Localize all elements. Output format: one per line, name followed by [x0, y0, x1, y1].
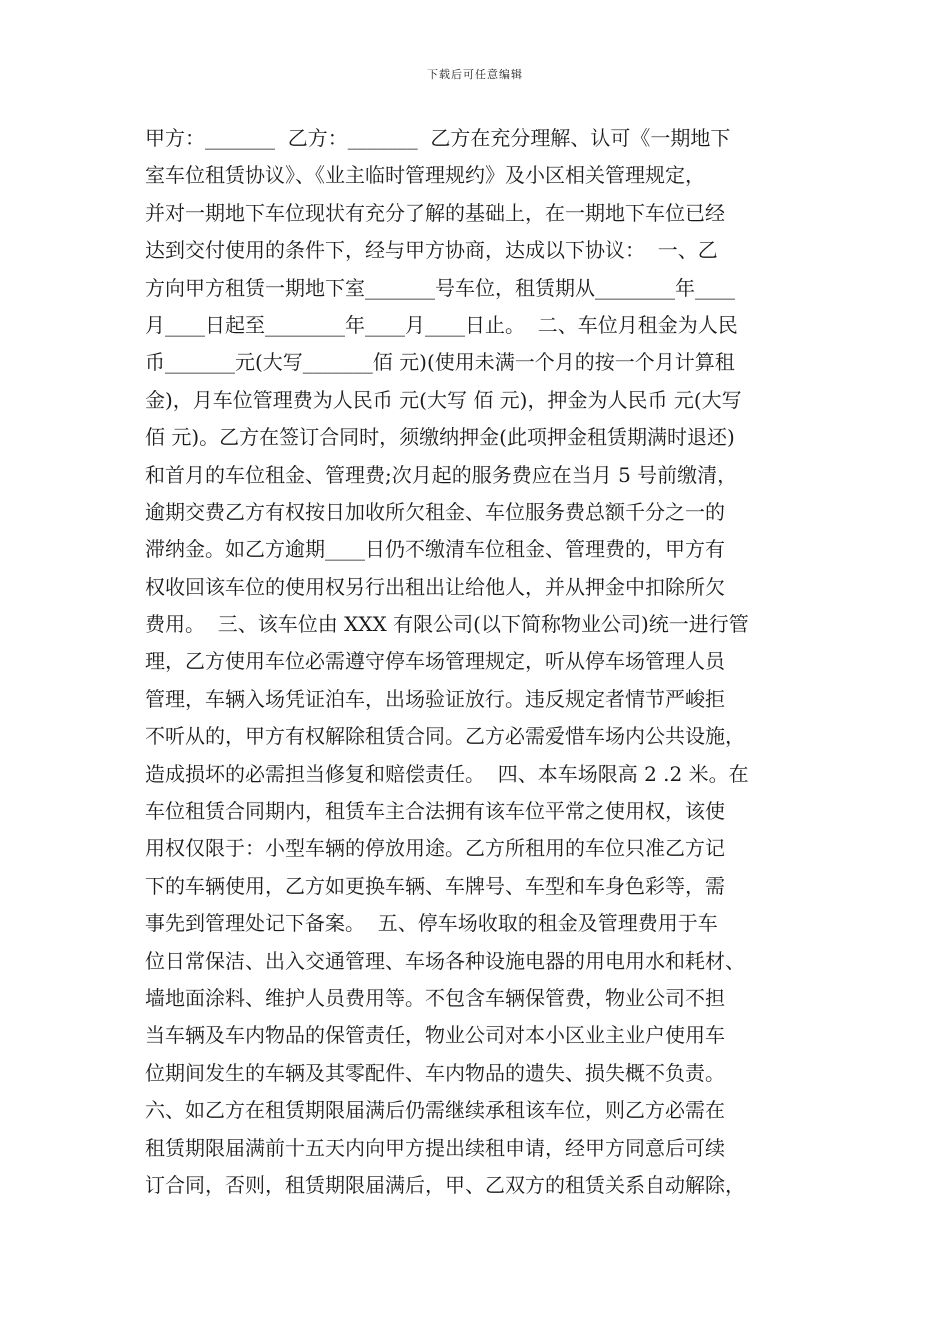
body-line: 权收回该车位的使用权另行出租出让给他人，并从押金中扣除所欠: [145, 574, 725, 599]
body-line: 佰 元)。乙方在签订合同时，须缴纳押金(此项押金租赁期满时退还): [145, 425, 735, 450]
contract-body: [145, 120, 815, 1204]
body-line: 管理，车辆入场凭证泊车，出场验证放行。违反规定者情节严峻拒: [145, 686, 725, 711]
body-line: 达到交付使用的条件下，经与甲方协商，达成以下协议： 一、乙: [145, 238, 718, 263]
body-line: 币_______元(大写_______佰 元)(使用未满一个月的按一个月计算租: [145, 350, 735, 375]
body-line: 位日常保洁、出入交通管理、车场各种设施电器的用电用水和耗材、: [145, 948, 745, 973]
body-line: 滞纳金。如乙方逾期____日仍不缴清车位租金、管理费的，甲方有: [145, 537, 725, 562]
body-line: 墙地面涂料、维护人员费用等。不包含车辆保管费，物业公司不担: [145, 985, 725, 1010]
body-line: 用权仅限于：小型车辆的停放用途。乙方所租用的车位只准乙方记: [145, 836, 725, 861]
body-line: 下的车辆使用，乙方如更换车辆、车牌号、车型和车身色彩等，需: [145, 873, 725, 898]
body-line: 金)，月车位管理费为人民币 元(大写 佰 元)，押金为人民币 元(大写: [145, 387, 742, 412]
body-line: 车位租赁合同期内，租赁车主合法拥有该车位平常之使用权，该使: [145, 799, 725, 824]
body-line: 租赁期限届满前十五天内向甲方提出续租申请，经甲方同意后可续: [145, 1135, 725, 1160]
page-header: 下载后可任意编辑: [427, 68, 523, 81]
body-line: 逾期交费乙方有权按日加收所欠租金、车位服务费总额千分之一的: [145, 499, 725, 524]
body-line: 造成损坏的必需担当修复和赔偿责任。 四、本车场限高 2 .2 米。在: [145, 761, 749, 786]
body-line: 订合同，否则，租赁期限届满后，甲、乙双方的租赁关系自动解除，: [145, 1172, 745, 1197]
body-line: 事先到管理处记下备案。 五、停车场收取的租金及管理费用于车: [145, 911, 718, 936]
body-line: 位期间发生的车辆及其零配件、车内物品的遗失、损失概不负责。: [145, 1060, 725, 1085]
body-line: 并对一期地下车位现状有充分了解的基础上，在一期地下车位已经: [145, 200, 725, 225]
body-line: 甲方：_______ 乙方：_______ 乙方在充分理解、认可《一期地下: [145, 126, 731, 150]
body-line: 和首月的车位租金、管理费;次月起的服务费应在当月 5 号前缴清，: [145, 462, 738, 487]
body-line: 月____日起至________年____月____日止。 二、车位月租金为人民: [145, 312, 738, 337]
body-line: 当车辆及车内物品的保管责任，物业公司对本小区业主业户使用车: [145, 1023, 725, 1048]
body-line: 不听从的，甲方有权解除租赁合同。乙方必需爱惜车场内公共设施，: [145, 724, 745, 749]
body-line: 理，乙方使用车位必需遵守停车场管理规定，听从停车场管理人员: [145, 649, 725, 674]
body-line: 费用。 三、该车位由 XXX 有限公司(以下简称物业公司)统一进行管: [145, 612, 749, 637]
body-line: 六、如乙方在租赁期限届满后仍需继续承租该车位，则乙方必需在: [145, 1098, 725, 1123]
body-line: 方向甲方租赁一期地下室_______号车位，租赁期从________年____: [145, 275, 735, 300]
body-line: 室车位租赁协议》、《业主临时管理规约》及小区相关管理规定，: [145, 163, 705, 188]
